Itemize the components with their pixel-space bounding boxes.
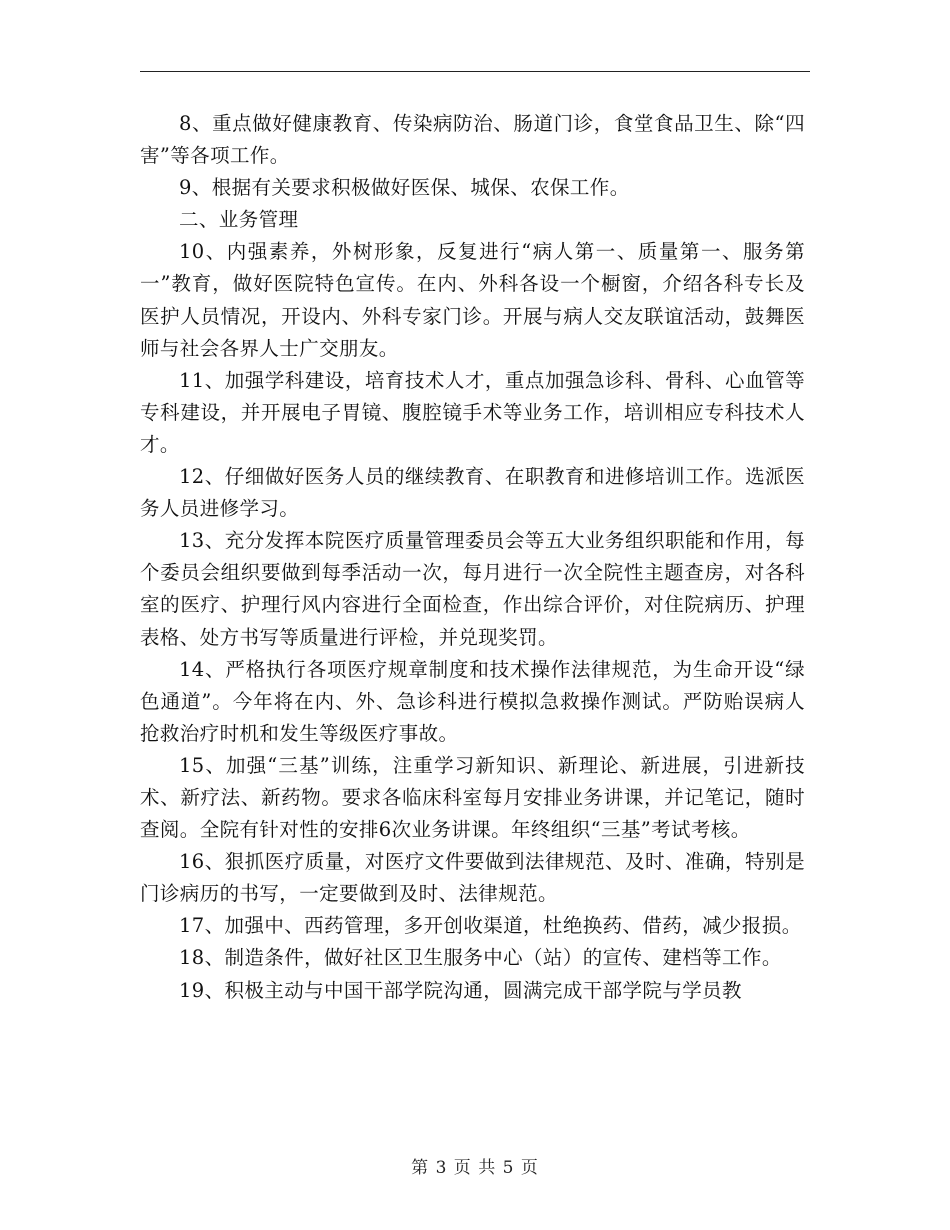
paragraph-item-19: 19、积极主动与中国干部学院沟通，圆满完成干部学院与学员教 bbox=[179, 978, 742, 1002]
paragraph-item-12: 12、仔细做好医务人员的继续教育、在职教育和进修培训工作。选派医务人员进修学习。 bbox=[140, 465, 805, 521]
document-body bbox=[140, 108, 805, 1007]
paragraph-item-9: 9、根据有关要求积极做好医保、城保、农保工作。 bbox=[179, 176, 630, 200]
paragraph-item-10: 10、内强素养，外树形象，反复进行“病人第一、质量第一、服务第一”教育，做好医院特色宣传。在内、外科各设一个橱窗，介绍各科专长及医护人员情况，开设内、外科专家门诊。开展与病人交友联谊活动，鼓舞医师与社会各界人士广交朋友。 bbox=[140, 240, 805, 360]
section-heading-business-management: 二、业务管理 bbox=[179, 208, 299, 232]
paragraph-item-17: 17、加强中、西药管理，多开创收渠道，杜绝换药、借药，减少报损。 bbox=[179, 914, 802, 938]
paragraph-item-11: 11、加强学科建设，培育技术人才，重点加强急诊科、骨科、心血管等专科建设，并开展电子胃镜、腹腔镜手术等业务工作，培训相应专科技术人才。 bbox=[140, 368, 805, 456]
paragraph-item-14: 14、严格执行各项医疗规章制度和技术操作法律规范，为生命开设“绿色通道”。今年将在内、外、急诊科进行模拟急救操作测试。严防贻误病人抢救治疗时机和发生等级医疗事故。 bbox=[140, 657, 805, 745]
paragraph-item-13: 13、充分发挥本院医疗质量管理委员会等五大业务组织职能和作用，每个委员会组织要做到每季活动一次，每月进行一次全院性主题查房，对各科室的医疗、护理行风内容进行全面检查，作出综合评价，对住院病历、护理表格、处方书写等质量进行评检，并兑现奖罚。 bbox=[140, 529, 805, 649]
paragraph-item-16: 16、狠抓医疗质量，对医疗文件要做到法律规范、及时、准确，特别是门诊病历的书写，一定要做到及时、法律规范。 bbox=[140, 850, 805, 906]
paragraph-item-15: 15、加强“三基”训练，注重学习新知识、新理论、新进展，引进新技术、新疗法、新药物。要求各临床科室每月安排业务讲课，并记笔记，随时查阅。全院有针对性的安排6次业务讲课。年终组织“三基”考试考核。 bbox=[140, 753, 805, 842]
paragraph-item-18: 18、制造条件，做好社区卫生服务中心（站）的宣传、建档等工作。 bbox=[179, 946, 782, 970]
header-rule bbox=[140, 71, 810, 72]
paragraph-item-8: 8、重点做好健康教育、传染病防治、肠道门诊，食堂食品卫生、除“四害”等各项工作。 bbox=[140, 112, 805, 168]
page-number-footer: 第 3 页 共 5 页 bbox=[411, 1158, 539, 1178]
